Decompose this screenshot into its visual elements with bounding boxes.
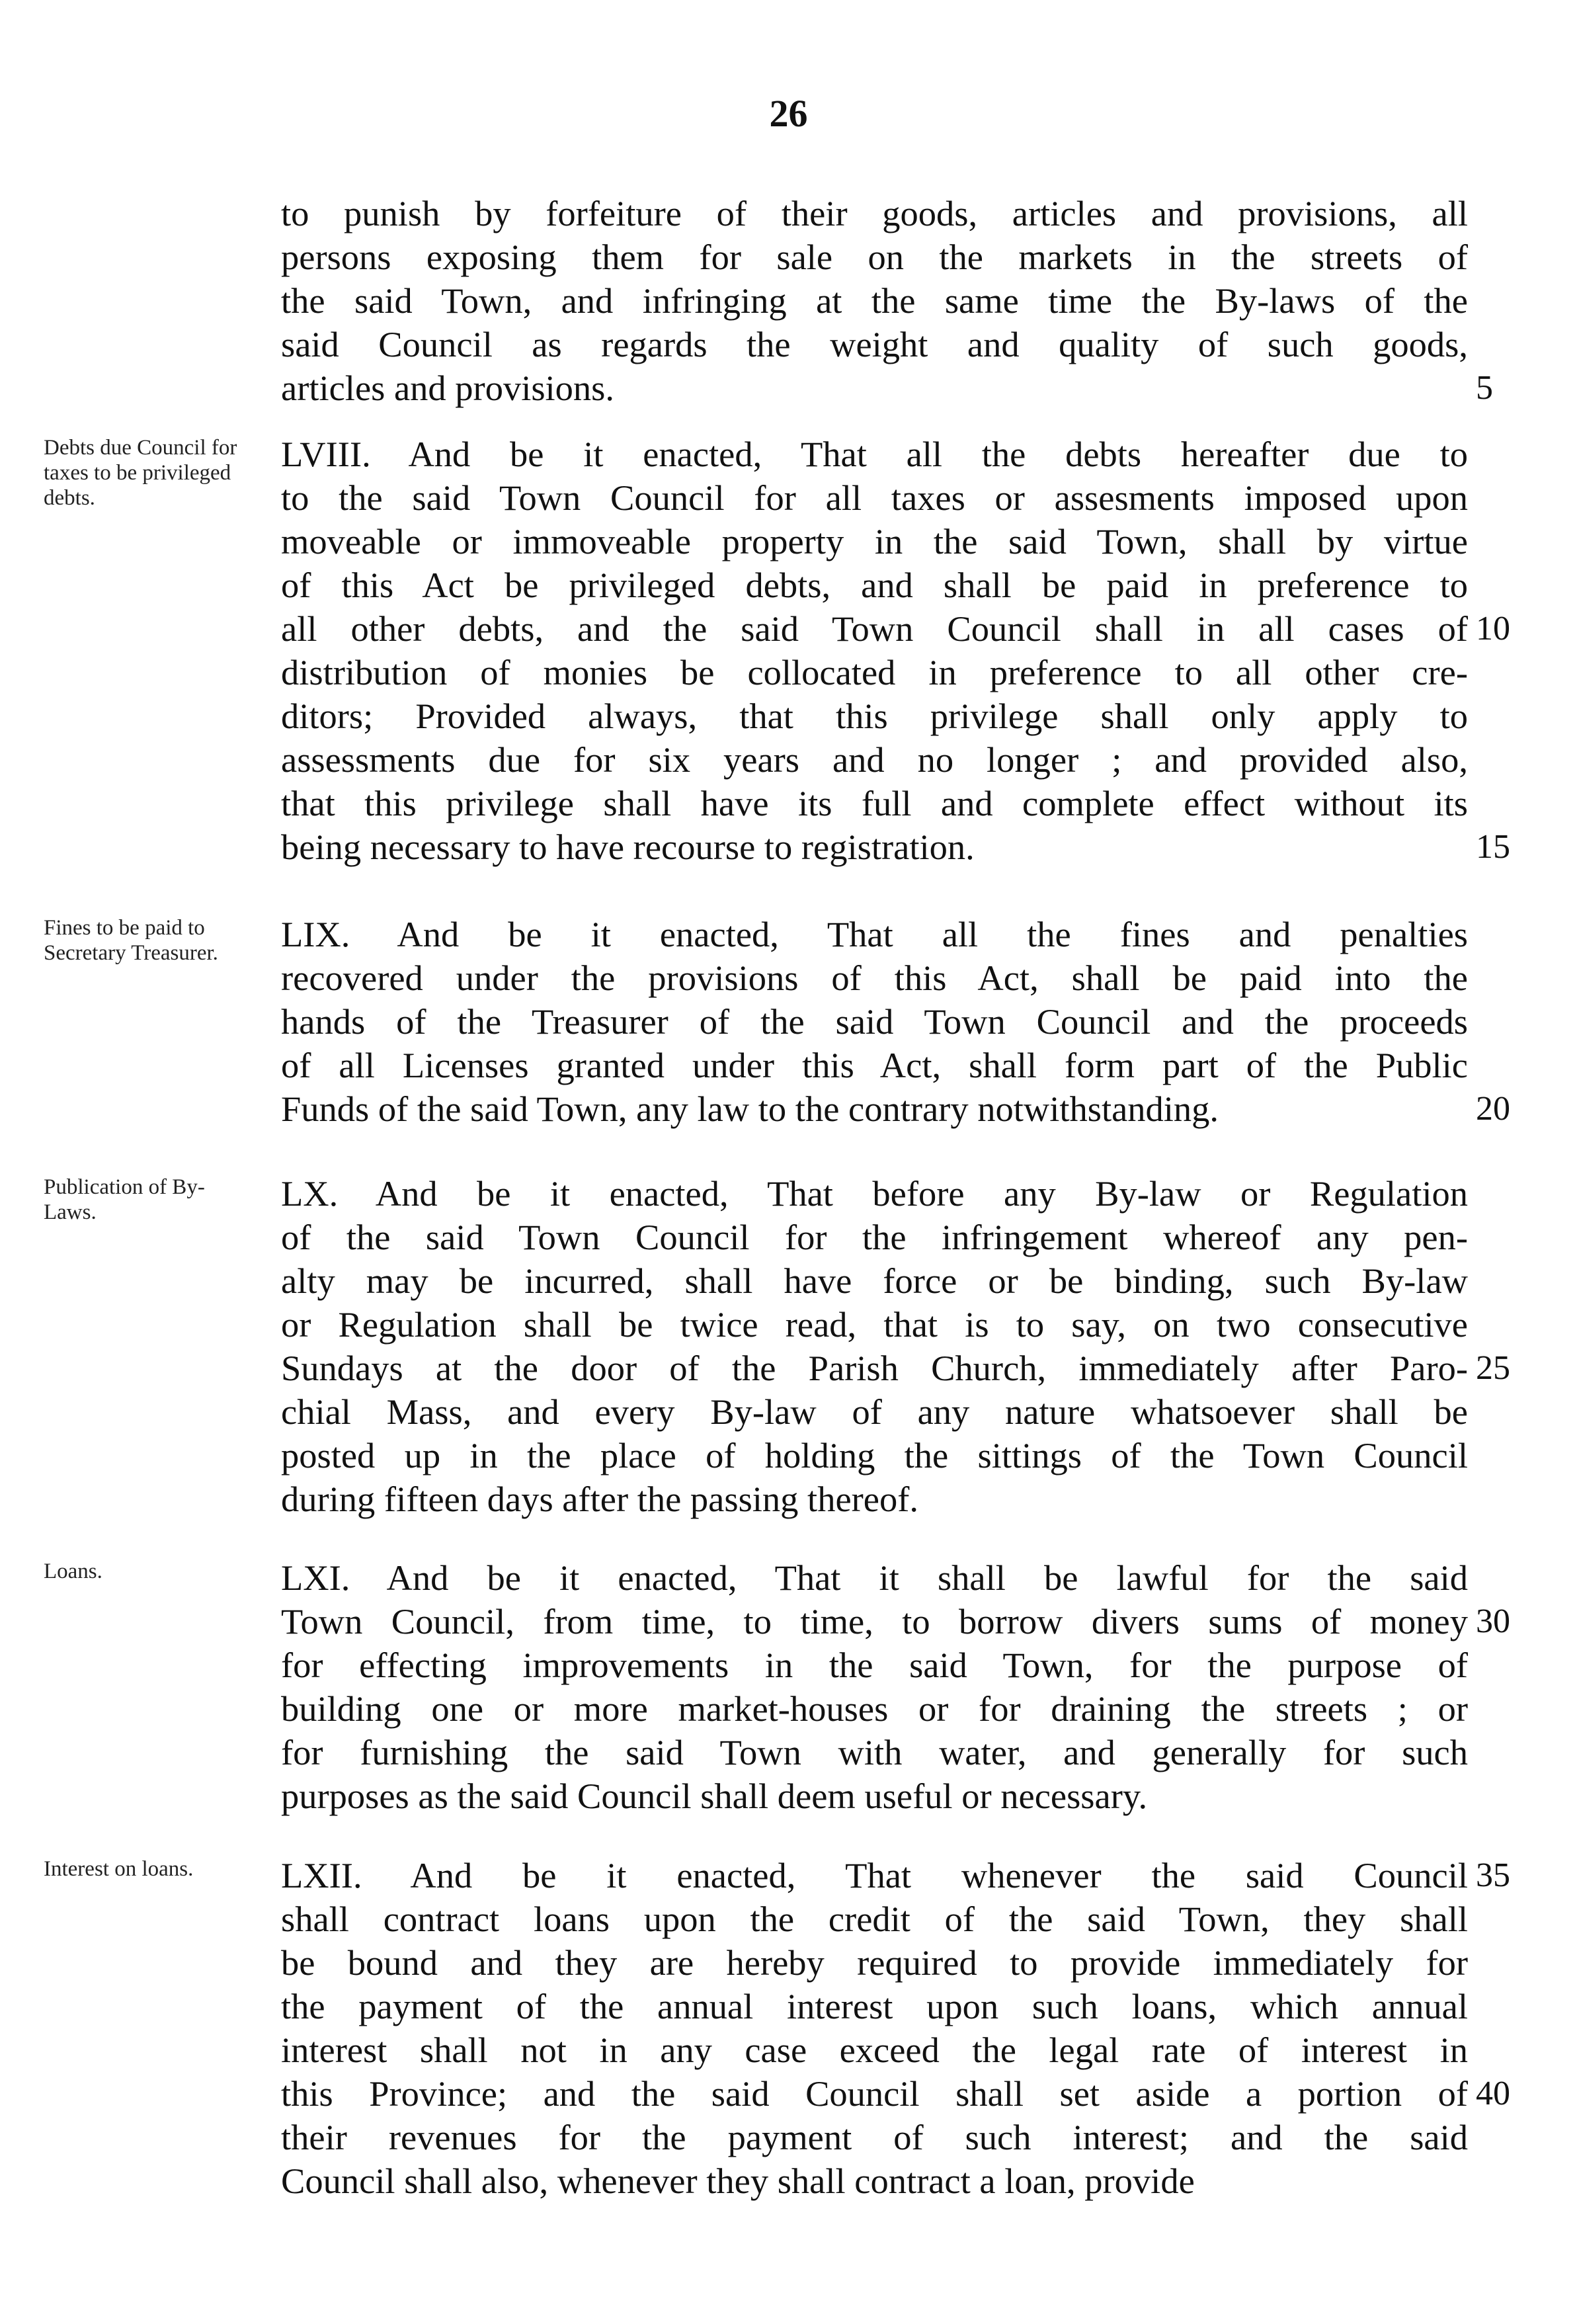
text-line: for furnishing the said Town with water, and generally for such bbox=[281, 1732, 1468, 1772]
section-text bbox=[281, 913, 1468, 1131]
text-line: LXI. And be it enacted, That it shall be lawful for the said bbox=[281, 1557, 1468, 1598]
text-line: this Province; and the said Council shall set aside a portion of bbox=[281, 2073, 1468, 2114]
text-line: building one or more market-houses or for draining the streets ; or bbox=[281, 1688, 1468, 1729]
text-line: purposes as the said Council shall deem useful or necessary. bbox=[281, 1776, 1148, 1816]
text-line: that this privilege shall have its full and complete effect without its bbox=[281, 783, 1468, 823]
text-line: be bound and they are hereby required to provide immediately for bbox=[281, 1942, 1468, 1983]
line-number: 20 bbox=[1476, 1090, 1510, 1128]
margin-note: Fines to be paid to Secretary Treasurer. bbox=[44, 916, 218, 965]
line-number: 5 bbox=[1476, 369, 1493, 407]
text-line: being necessary to have recourse to registration. bbox=[281, 827, 975, 867]
line-number: 40 bbox=[1476, 2075, 1510, 2112]
text-line: Funds of the said Town, any law to the contrary notwithstanding. bbox=[281, 1089, 1219, 1129]
text-line: their revenues for the payment of such interest; and the said bbox=[281, 2117, 1468, 2157]
text-line: during fifteen days after the passing thereof. bbox=[281, 1479, 918, 1519]
section-text bbox=[281, 192, 1468, 410]
text-line: all other debts, and the said Town Council shall in all cases of bbox=[281, 608, 1468, 649]
text-line: to punish by forfeiture of their goods, articles and provisions, all bbox=[281, 193, 1468, 233]
text-line: LX. And be it enacted, That before any By-law or Regulation bbox=[281, 1173, 1468, 1214]
margin-note: Loans. bbox=[44, 1559, 102, 1583]
text-line: for effecting improvements in the said Town, for the purpose of bbox=[281, 1645, 1468, 1685]
text-line: persons exposing them for sale on the markets in the streets of bbox=[281, 237, 1468, 277]
margin-note: Publication of By-Laws. bbox=[44, 1175, 205, 1224]
text-line: or Regulation shall be twice read, that is to say, on two consecutive bbox=[281, 1304, 1468, 1345]
line-number: 35 bbox=[1476, 1856, 1510, 1894]
text-line: shall contract loans upon the credit of the said Town, they shall bbox=[281, 1899, 1468, 1939]
text-line: articles and provisions. bbox=[281, 368, 615, 408]
page-number: 26 bbox=[769, 92, 808, 135]
text-line: posted up in the place of holding the sittings of the Town Council bbox=[281, 1435, 1468, 1475]
text-line: the payment of the annual interest upon such loans, which annual bbox=[281, 1986, 1468, 2026]
text-line: LIX. And be it enacted, That all the fines and penalties bbox=[281, 914, 1468, 954]
text-line: distribution of monies be collocated in preference to all other cre- bbox=[281, 652, 1468, 692]
text-line: Town Council, from time, to time, to borrow divers sums of money bbox=[281, 1601, 1468, 1641]
text-line: assessments due for six years and no longer ; and provided also, bbox=[281, 739, 1468, 780]
text-line: interest shall not in any case exceed the legal rate of interest in bbox=[281, 2030, 1468, 2070]
section-text bbox=[281, 433, 1468, 869]
text-line: said Council as regards the weight and quality of such goods, bbox=[281, 324, 1468, 364]
text-line: chial Mass, and every By-law of any nature whatsoever shall be bbox=[281, 1391, 1468, 1432]
section-text bbox=[281, 1172, 1468, 1521]
text-line: the said Town, and infringing at the same time the By-laws of the bbox=[281, 280, 1468, 321]
text-line: LVIII. And be it enacted, That all the debts hereafter due to bbox=[281, 434, 1468, 474]
line-number: 15 bbox=[1476, 828, 1510, 866]
text-line: ditors; Provided always, that this privilege shall only apply to bbox=[281, 696, 1468, 736]
text-line: to the said Town Council for all taxes or assesments imposed upon bbox=[281, 477, 1468, 518]
section-text bbox=[281, 1556, 1468, 1818]
text-line: hands of the Treasurer of the said Town Council and the proceeds bbox=[281, 1001, 1468, 1042]
line-number: 25 bbox=[1476, 1349, 1510, 1387]
text-line: of this Act be privileged debts, and shall be paid in preference to bbox=[281, 565, 1468, 605]
line-number: 30 bbox=[1476, 1602, 1510, 1640]
text-line: of all Licenses granted under this Act, shall form part of the Public bbox=[281, 1045, 1468, 1085]
text-line: Sundays at the door of the Parish Church, immediately after Paro- bbox=[281, 1348, 1468, 1388]
text-line: moveable or immoveable property in the said Town, shall by virtue bbox=[281, 521, 1468, 561]
text-line: recovered under the provisions of this Act, shall be paid into the bbox=[281, 958, 1468, 998]
text-line: LXII. And be it enacted, That whenever the said Council bbox=[281, 1855, 1468, 1895]
text-line: alty may be incurred, shall have force or be binding, such By-law bbox=[281, 1261, 1468, 1301]
text-line: of the said Town Council for the infringement whereof any pen- bbox=[281, 1217, 1468, 1257]
line-number: 10 bbox=[1476, 610, 1510, 647]
margin-note: Debts due Council for taxes to be privileged debts. bbox=[44, 436, 237, 510]
margin-note: Interest on loans. bbox=[44, 1857, 194, 1881]
text-line: Council shall also, whenever they shall contract a loan, provide bbox=[281, 2161, 1195, 2201]
section-text bbox=[281, 1854, 1468, 2203]
